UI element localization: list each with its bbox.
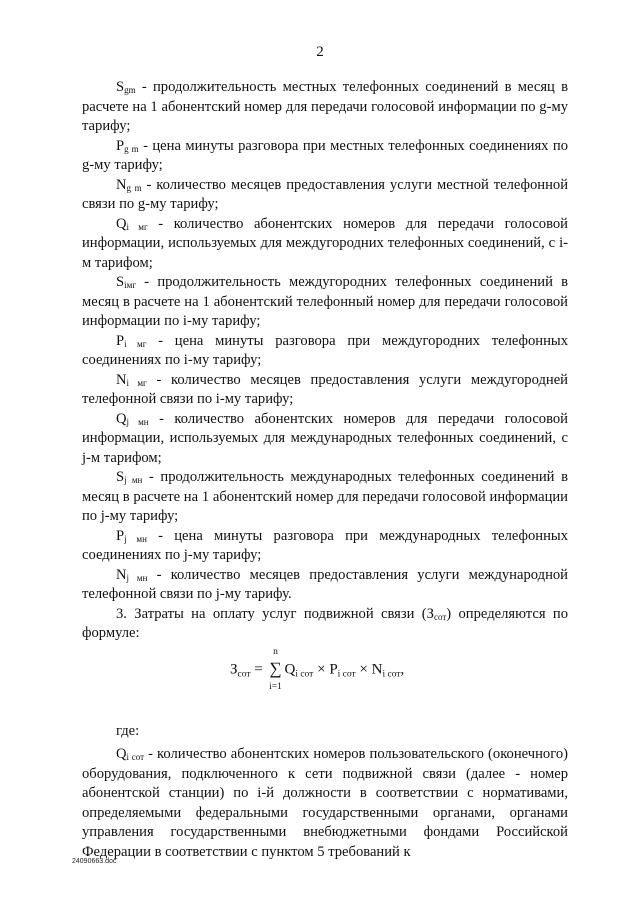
definition-paragraph xyxy=(82,78,568,137)
sum-symbol: ∑ xyxy=(269,658,282,678)
page-number: 2 xyxy=(316,44,324,60)
definition-letter: Q xyxy=(116,410,127,427)
definition-subscript: j мн xyxy=(124,475,143,485)
item-3-paragraph xyxy=(82,605,568,644)
definition-text: - продолжительность международных телефонных соединений в месяц в расчете на 1 абонентский номер для передачи голосовой информации по j-му тарифу; xyxy=(82,469,568,524)
definition-subscript: g m xyxy=(124,143,139,154)
formula-q-sub: i сот xyxy=(295,669,314,680)
last-definition xyxy=(82,745,568,862)
definition-symbol xyxy=(116,333,146,349)
definition-subscript: gm xyxy=(124,85,136,95)
definition-letter: N xyxy=(116,176,127,193)
formula-p: P xyxy=(329,661,338,678)
definitions-list xyxy=(82,78,568,605)
sum-upper-limit: n xyxy=(273,646,278,657)
definition-subscript: j мн xyxy=(124,533,147,544)
definition-subscript: j мн xyxy=(126,572,148,583)
definition-paragraph xyxy=(82,332,568,371)
definition-symbol xyxy=(116,79,136,95)
definition-subscript: i мг xyxy=(126,377,147,388)
formula-p-sub: i сот xyxy=(337,669,356,680)
definition-text: - количество месяцев предоставления услуги местной телефонной связи по g-му тарифу; xyxy=(82,176,568,212)
formula-times-1: × xyxy=(313,661,330,678)
definition-text: - количество месяцев предоставления услуги международной телефонной связи по j-му тарифу. xyxy=(82,566,568,602)
formula-eq: = xyxy=(250,661,267,678)
definition-paragraph xyxy=(82,176,568,215)
item-3-text-end: ) определяются по формуле: xyxy=(82,605,569,641)
sum-lower-limit: i=1 xyxy=(269,681,282,692)
formula-expression xyxy=(230,646,405,692)
file-name-footer: 24090663.doc xyxy=(72,858,117,865)
definition-text: - цена минуты разговора при местных телефонных соединениях по g-му тарифу; xyxy=(82,137,568,173)
definition-subscript: g m xyxy=(126,182,142,193)
definition-text: - цена минуты разговора при междугородних телефонных соединениях по i-му тарифу; xyxy=(82,332,569,368)
definition-subscript: i мг xyxy=(126,221,148,232)
definition-text: - продолжительность междугородних телефонных соединений в месяц в расчете на 1 абонентский телефонный номер для передачи голосовой информации по i-му тарифу; xyxy=(82,274,568,329)
definition-paragraph xyxy=(82,371,568,410)
definition-symbol xyxy=(116,138,139,154)
definition-paragraph xyxy=(82,527,568,566)
definition-symbol xyxy=(116,411,149,427)
formula xyxy=(82,648,568,712)
definition-text: - продолжительность местных телефонных соединений в месяц в расчете на 1 абонентский номер для передачи голосовой информации по g-му тарифу; xyxy=(82,79,568,134)
formula-lhs-sub: сот xyxy=(237,669,251,680)
formula-q: Q xyxy=(284,661,296,678)
formula-n: N xyxy=(371,661,383,678)
definition-letter: P xyxy=(116,332,125,349)
definition-letter: N xyxy=(116,371,127,388)
last-definition-letter: Q xyxy=(116,746,127,762)
summation-sign xyxy=(268,646,282,692)
definition-paragraph xyxy=(82,410,568,469)
definition-paragraph xyxy=(82,566,568,605)
formula-lhs: З xyxy=(230,661,238,678)
definition-paragraph xyxy=(82,137,568,176)
last-definition-subscript: i сот xyxy=(126,752,145,762)
item-3-subscript: сот xyxy=(433,611,447,622)
definition-symbol xyxy=(116,177,142,193)
definition-text: - количество абонентских номеров для передачи голосовой информации, используемых для междугородних телефонных соединений, с i-м тарифом; xyxy=(82,215,568,271)
item-3-text-start: 3. Затраты на оплату услуг подвижной связи (З xyxy=(116,605,434,622)
definition-letter: P xyxy=(116,527,125,544)
definition-letter: N xyxy=(116,566,127,583)
definition-paragraph xyxy=(82,468,568,527)
definition-symbol xyxy=(116,274,136,290)
document-body xyxy=(82,78,568,862)
definition-letter: S xyxy=(116,79,125,95)
formula-times-2: × xyxy=(355,661,372,678)
definition-letter: S xyxy=(116,469,125,485)
definition-letter: S xyxy=(116,274,125,290)
definition-text: - количество месяцев предоставления услуги междугородней телефонной связи по i-му тарифу; xyxy=(82,371,568,407)
definition-symbol xyxy=(116,469,142,485)
definition-symbol xyxy=(116,567,147,583)
definition-letter: P xyxy=(116,137,125,154)
definition-paragraph xyxy=(82,215,568,274)
definition-symbol xyxy=(116,372,147,388)
formula-n-sub: i сот xyxy=(382,669,401,680)
definition-paragraph xyxy=(82,273,568,332)
definition-symbol xyxy=(116,216,148,232)
last-definition-symbol xyxy=(116,746,144,762)
formula-end: , xyxy=(400,661,405,678)
definition-text: - количество абонентских номеров для передачи голосовой информации, используемых для международных телефонных соединений, с j-м тарифом; xyxy=(82,410,568,466)
definition-text: - цена минуты разговора при международных телефонных соединениях по j-му тарифу; xyxy=(82,527,568,563)
definition-subscript: j мн xyxy=(126,416,149,427)
definition-letter: Q xyxy=(116,215,127,232)
definition-symbol xyxy=(116,528,147,544)
definition-subscript: iмг xyxy=(124,280,137,290)
where-label: где: xyxy=(116,722,140,739)
last-definition-text: - количество абонентских номеров пользовательского (оконечного) оборудования, подключенного к сети подвижной связи (далее - номер абонентской станции) по i-й должности в соответствии с нормативами, определяемыми федеральными государственными органами, органами управления государственными внебюджетными фондами Российской Федерации в соответствии с пунктом 5 требований к xyxy=(82,746,569,860)
definition-subscript: i мг xyxy=(124,338,147,349)
